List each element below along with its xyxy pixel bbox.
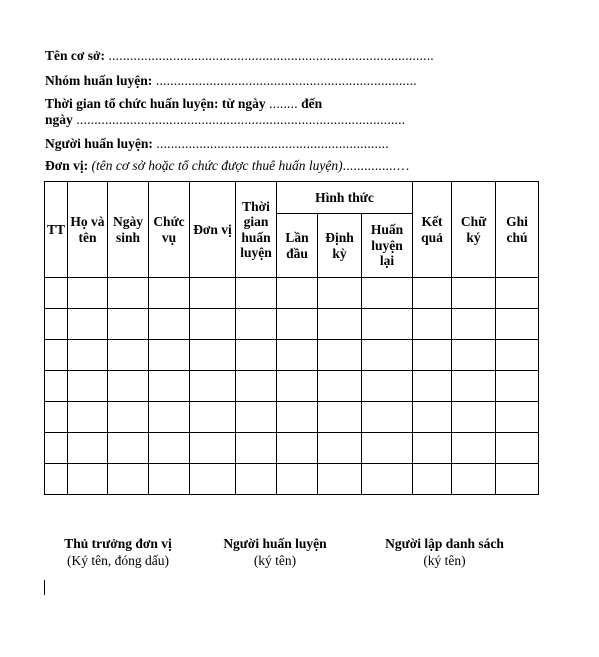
table-cell[interactable]: [149, 340, 190, 371]
table-cell[interactable]: [413, 402, 452, 433]
table-cell[interactable]: [318, 433, 362, 464]
table-cell[interactable]: [236, 371, 277, 402]
time-line-2: [45, 112, 405, 128]
table-cell[interactable]: [149, 464, 190, 495]
unit-line: [45, 158, 410, 174]
table-cell[interactable]: [190, 278, 236, 309]
table-cell[interactable]: [277, 309, 318, 340]
table-cell[interactable]: [452, 340, 496, 371]
header-note: Ghi chú: [496, 182, 539, 278]
time-line: [45, 96, 322, 112]
table-cell[interactable]: [236, 433, 277, 464]
table-cell[interactable]: [149, 402, 190, 433]
table-cell[interactable]: [362, 309, 413, 340]
table-cell[interactable]: [149, 371, 190, 402]
table-cell[interactable]: [496, 433, 539, 464]
table-cell[interactable]: [236, 464, 277, 495]
signature-trainer-title: Người huấn luyện: [223, 536, 327, 551]
table-cell[interactable]: [68, 464, 108, 495]
trainer-label: Người huấn luyện:: [45, 136, 153, 151]
header-dob: Ngày sinh: [108, 182, 149, 278]
header-form: Hình thức: [277, 182, 413, 214]
table-cell[interactable]: [413, 464, 452, 495]
text-cursor: [44, 580, 45, 595]
table-cell[interactable]: [236, 402, 277, 433]
signature-trainer: [205, 535, 345, 569]
table-cell[interactable]: [496, 278, 539, 309]
time-to: đến: [297, 96, 323, 111]
table-row: [45, 402, 539, 433]
table-cell[interactable]: [68, 371, 108, 402]
table-row: [45, 371, 539, 402]
table-cell[interactable]: [318, 278, 362, 309]
table-cell[interactable]: [318, 309, 362, 340]
subheader-retrain: Huấn luyện lại: [362, 214, 413, 278]
header-time: Thời gian huấn luyện: [236, 182, 277, 278]
table-cell[interactable]: [413, 278, 452, 309]
table-cell[interactable]: [149, 309, 190, 340]
time-label: Thời gian tổ chức huấn luyện: từ ngày: [45, 96, 266, 111]
table-cell[interactable]: [68, 340, 108, 371]
time-dots-2: ............................................................................................: [72, 112, 406, 127]
table-cell[interactable]: [68, 278, 108, 309]
table-cell[interactable]: [45, 309, 68, 340]
subheader-periodic: Định kỳ: [318, 214, 362, 278]
table-cell[interactable]: [190, 433, 236, 464]
signature-head-sub: (Ký tên, đóng dấu): [67, 553, 169, 568]
table-cell[interactable]: [413, 309, 452, 340]
table-row: [45, 309, 539, 340]
unit-label: Đơn vị:: [45, 158, 89, 173]
facility-line: [45, 48, 434, 64]
table-row: [45, 278, 539, 309]
header-signature: Chữ ký: [452, 182, 496, 278]
table-cell[interactable]: [452, 278, 496, 309]
table-cell[interactable]: [68, 433, 108, 464]
training-table: [44, 181, 539, 495]
table-cell[interactable]: [236, 309, 277, 340]
table-cell[interactable]: [277, 371, 318, 402]
table-cell[interactable]: [277, 402, 318, 433]
table-cell[interactable]: [413, 371, 452, 402]
header-unit: Đơn vị: [190, 182, 236, 278]
table-row: [45, 464, 539, 495]
table-cell[interactable]: [452, 371, 496, 402]
group-line: [45, 73, 417, 89]
table-cell[interactable]: [277, 340, 318, 371]
table-cell[interactable]: [318, 464, 362, 495]
table-cell[interactable]: [45, 278, 68, 309]
trainer-line: [45, 136, 389, 152]
table-cell[interactable]: [277, 464, 318, 495]
table-cell[interactable]: [362, 278, 413, 309]
table-row: [45, 433, 539, 464]
table-cell[interactable]: [277, 278, 318, 309]
table-cell[interactable]: [190, 309, 236, 340]
table-cell[interactable]: [45, 433, 68, 464]
signature-preparer-title: Người lập danh sách: [385, 536, 504, 551]
table-cell[interactable]: [318, 402, 362, 433]
table-cell[interactable]: [45, 464, 68, 495]
signature-trainer-sub: (ký tên): [253, 553, 297, 568]
table-cell[interactable]: [149, 278, 190, 309]
table-cell[interactable]: [362, 340, 413, 371]
table-cell[interactable]: [68, 402, 108, 433]
unit-dots: ...............…: [342, 158, 410, 173]
table-body: [45, 278, 539, 495]
subheader-first: Lần đầu: [277, 214, 318, 278]
table-cell[interactable]: [190, 464, 236, 495]
group-label: Nhóm huấn luyện:: [45, 73, 153, 88]
facility-label: Tên cơ sở:: [45, 48, 105, 63]
table-cell[interactable]: [413, 433, 452, 464]
table-cell[interactable]: [318, 340, 362, 371]
signature-preparer-sub: (ký tên): [423, 553, 466, 568]
table-cell[interactable]: [496, 309, 539, 340]
signature-head-title: Thủ trưởng đơn vị: [64, 536, 172, 551]
header-result: Kết quả: [413, 182, 452, 278]
signature-head: [48, 535, 188, 569]
table-cell[interactable]: [108, 402, 149, 433]
table-cell[interactable]: [236, 340, 277, 371]
table-cell[interactable]: [496, 464, 539, 495]
table-cell[interactable]: [496, 371, 539, 402]
table-cell[interactable]: [108, 433, 149, 464]
table-cell[interactable]: [108, 464, 149, 495]
time-dots-1: ........: [265, 96, 298, 111]
table-cell[interactable]: [149, 433, 190, 464]
table-cell[interactable]: [45, 371, 68, 402]
table-cell[interactable]: [496, 340, 539, 371]
trainer-dots: .................................................................: [152, 136, 389, 151]
table-cell[interactable]: [277, 433, 318, 464]
table-cell[interactable]: [108, 309, 149, 340]
table-cell[interactable]: [362, 371, 413, 402]
header-name: Họ và tên: [68, 182, 108, 278]
table-cell[interactable]: [452, 402, 496, 433]
facility-dots: ...........................................................................................: [104, 48, 434, 63]
header-tt: TT: [45, 182, 68, 278]
table-cell[interactable]: [452, 309, 496, 340]
table-cell[interactable]: [318, 371, 362, 402]
header-position: Chức vụ: [149, 182, 190, 278]
table-cell[interactable]: [108, 340, 149, 371]
table-cell[interactable]: [45, 402, 68, 433]
table-cell[interactable]: [190, 402, 236, 433]
table-cell[interactable]: [452, 433, 496, 464]
table-cell[interactable]: [496, 402, 539, 433]
table-cell[interactable]: [236, 278, 277, 309]
time-day-label: ngày: [45, 112, 73, 127]
table-row: [45, 340, 539, 371]
table-cell[interactable]: [45, 340, 68, 371]
unit-note: (tên cơ sở hoặc tổ chức được thuê huấn luyện): [88, 158, 343, 173]
table-cell[interactable]: [190, 371, 236, 402]
signature-preparer: [367, 535, 522, 569]
table-cell[interactable]: [362, 402, 413, 433]
table-cell[interactable]: [108, 371, 149, 402]
table-cell[interactable]: [413, 340, 452, 371]
table-cell[interactable]: [190, 340, 236, 371]
table-cell[interactable]: [362, 433, 413, 464]
table-cell[interactable]: [68, 309, 108, 340]
table-cell[interactable]: [362, 464, 413, 495]
table-cell[interactable]: [108, 278, 149, 309]
group-dots: .........................................................................: [152, 73, 417, 88]
table-cell[interactable]: [452, 464, 496, 495]
